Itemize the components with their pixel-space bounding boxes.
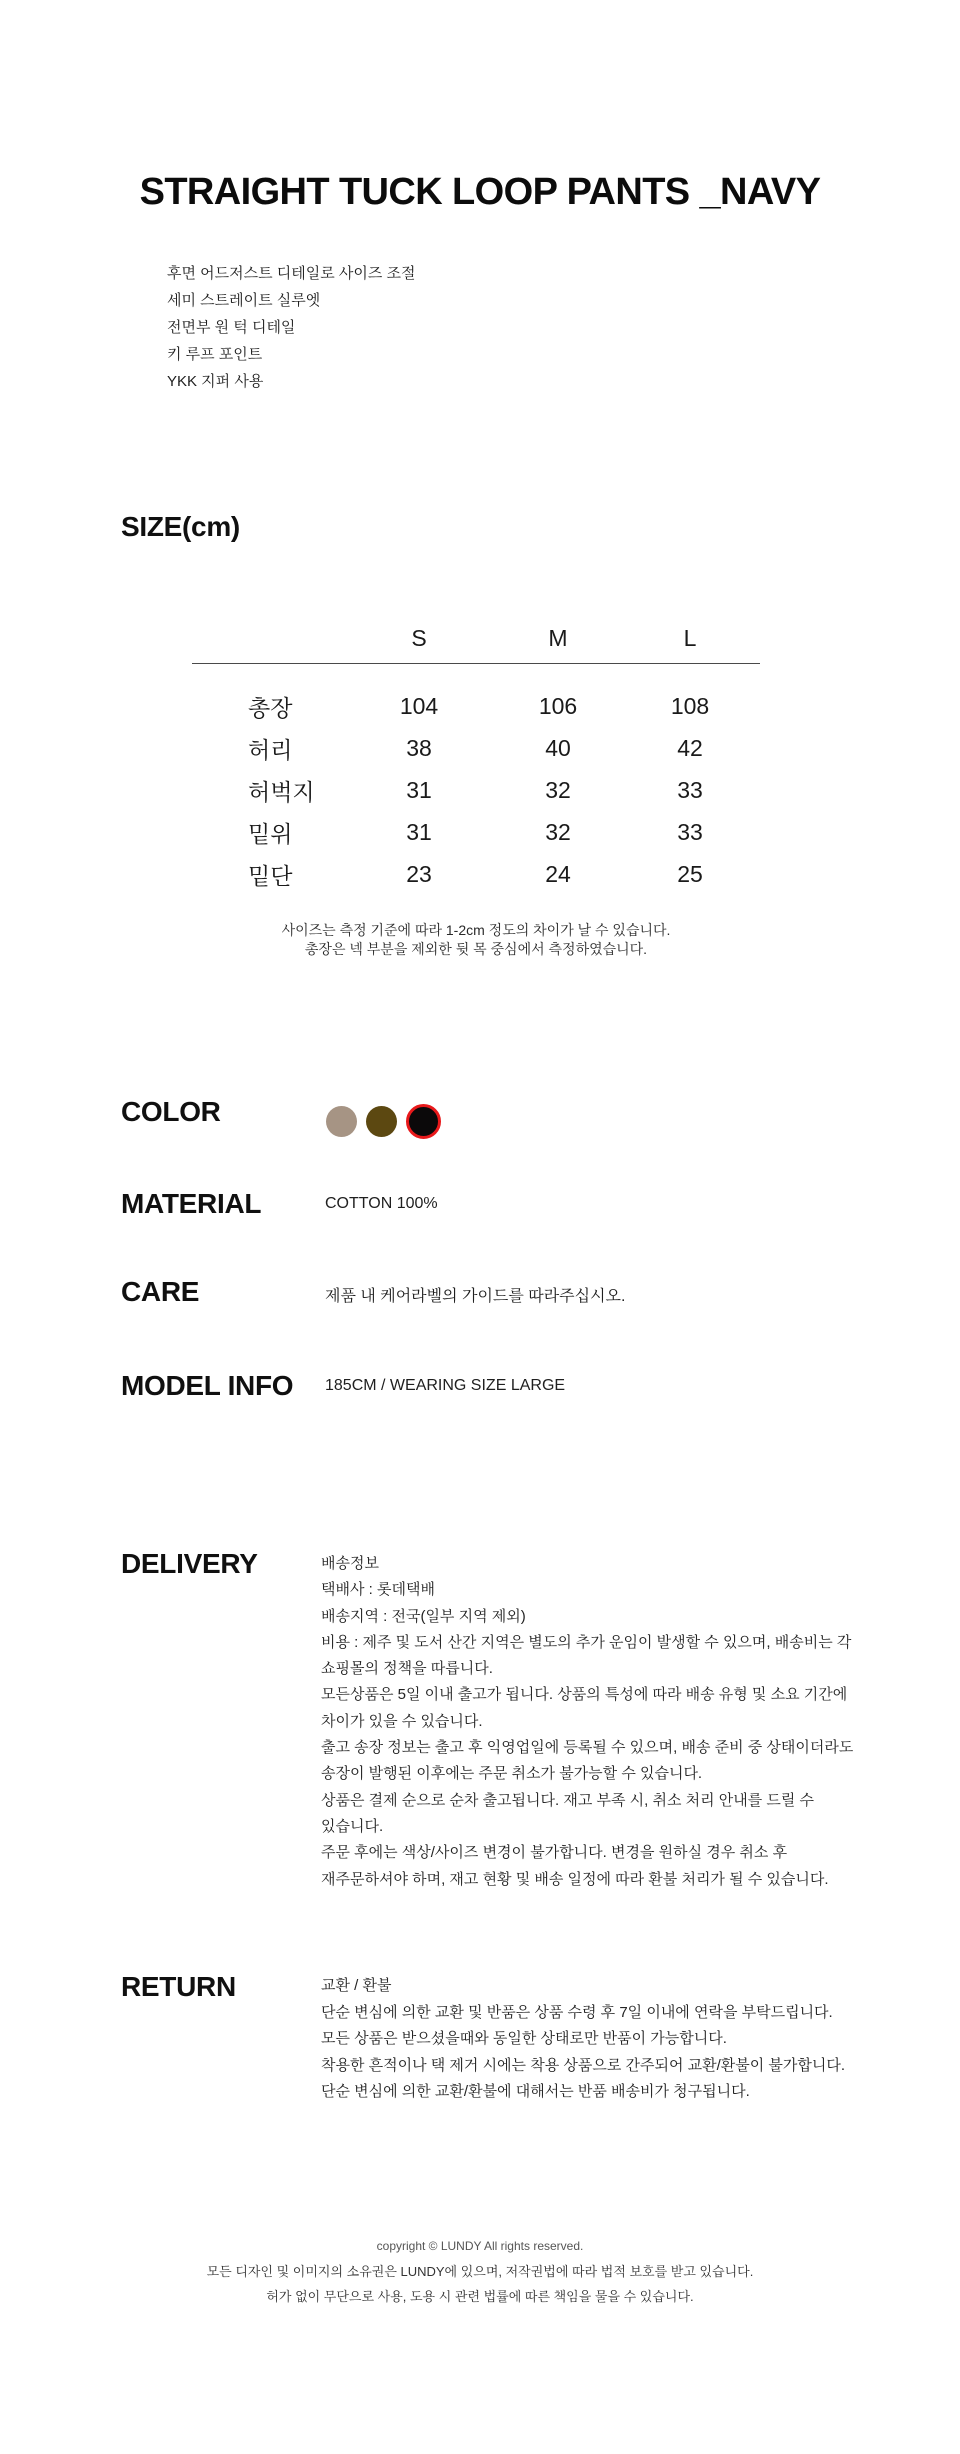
cell-value: 31 bbox=[406, 818, 432, 845]
row-label: 밑위 bbox=[248, 820, 293, 847]
feature-item: 세미 스트레이트 실루엣 bbox=[167, 292, 321, 309]
color-swatch-dark-olive[interactable] bbox=[366, 1106, 397, 1137]
table-row bbox=[192, 685, 760, 727]
feature-item: 전면부 원 턱 디테일 bbox=[167, 319, 296, 336]
return-line: 교환 / 환불 bbox=[321, 1977, 392, 1994]
cell-value: 33 bbox=[677, 818, 703, 845]
cell-value: 42 bbox=[677, 734, 703, 761]
delivery-line: 모든상품은 5일 이내 출고가 됩니다. 상품의 특성에 따라 배송 유형 및 소요 기간에 bbox=[321, 1686, 848, 1704]
size-table bbox=[192, 614, 760, 895]
material-value: COTTON 100% bbox=[325, 1195, 438, 1212]
size-table-header bbox=[192, 614, 760, 664]
cell-value: 31 bbox=[406, 776, 432, 803]
footer bbox=[0, 2234, 960, 2309]
delivery-line: 택배사 : 롯데택배 bbox=[321, 1581, 435, 1599]
feature-item: YKK 지퍼 사용 bbox=[167, 373, 264, 390]
table-row bbox=[192, 769, 760, 811]
cell-value: 24 bbox=[545, 860, 571, 887]
delivery-line: 주문 후에는 색상/사이즈 변경이 불가합니다. 변경을 원하실 경우 취소 후 bbox=[321, 1844, 788, 1862]
delivery-line: 재주문하셔야 하며, 재고 현황 및 배송 일정에 따라 환불 처리가 될 수 있습니다. bbox=[321, 1870, 829, 1888]
delivery-line: 상품은 결제 순으로 순차 출고됩니다. 재고 부족 시, 취소 처리 안내를 드릴 수 bbox=[321, 1791, 815, 1809]
cell-value: 25 bbox=[677, 860, 703, 887]
delivery-line: 있습니다. bbox=[321, 1817, 384, 1835]
table-row bbox=[192, 853, 760, 895]
row-label: 허벅지 bbox=[248, 778, 315, 805]
copyright-line: copyright © LUNDY All rights reserved. bbox=[376, 2239, 584, 2253]
color-heading: COLOR bbox=[121, 1096, 221, 1127]
footer-line: 허가 없이 무단으로 사용, 도용 시 관련 법률에 따른 책임을 물을 수 있습니다. bbox=[266, 2289, 694, 2304]
row-label: 밑단 bbox=[248, 862, 293, 889]
color-swatches bbox=[326, 1103, 441, 1140]
product-feature-list bbox=[167, 260, 416, 395]
model-info-value: 185CM / WEARING SIZE LARGE bbox=[325, 1377, 566, 1394]
cell-value: 40 bbox=[545, 734, 571, 761]
cell-value: 32 bbox=[545, 818, 571, 845]
product-title: STRAIGHT TUCK LOOP PANTS _NAVY bbox=[139, 171, 821, 213]
delivery-line: 쇼핑몰의 정책을 따릅니다. bbox=[321, 1660, 493, 1678]
size-note-line: 사이즈는 측정 기준에 따라 1-2cm 정도의 차이가 날 수 있습니다. bbox=[281, 922, 671, 938]
feature-item: 후면 어드저스트 디테일로 사이즈 조절 bbox=[167, 265, 416, 282]
delivery-line: 비용 : 제주 및 도서 산간 지역은 별도의 추가 운임이 발생할 수 있으며, 배송비는 각 bbox=[321, 1633, 852, 1651]
row-label: 총장 bbox=[248, 694, 293, 721]
delivery-line: 차이가 있을 수 있습니다. bbox=[321, 1712, 483, 1730]
material-heading: MATERIAL bbox=[121, 1188, 262, 1219]
size-heading: SIZE(cm) bbox=[121, 511, 240, 542]
color-swatch-navy-selected[interactable] bbox=[406, 1104, 441, 1139]
cell-value: 32 bbox=[545, 776, 571, 803]
cell-value: 38 bbox=[406, 734, 432, 761]
delivery-line: 배송정보 bbox=[321, 1555, 379, 1572]
return-policy-text bbox=[321, 1973, 845, 2106]
size-note-line: 총장은 넥 부분을 제외한 뒷 목 중심에서 측정하였습니다. bbox=[304, 941, 648, 957]
footer-line: 모든 디자인 및 이미지의 소유권은 LUNDY에 있으며, 저작권법에 따라 법적 보호를 받고 있습니다. bbox=[206, 2264, 754, 2279]
return-line: 단순 변심에 의한 교환/환불에 대해서는 반품 배송비가 청구됩니다. bbox=[321, 2083, 750, 2100]
size-column-s: S bbox=[411, 625, 427, 651]
cell-value: 23 bbox=[406, 860, 432, 887]
delivery-heading: DELIVERY bbox=[121, 1548, 258, 1579]
cell-value: 106 bbox=[538, 692, 578, 719]
size-table-body bbox=[192, 664, 760, 895]
delivery-line: 배송지역 : 전국(일부 지역 제외) bbox=[321, 1607, 526, 1625]
delivery-line: 출고 송장 정보는 출고 후 익영업일에 등록될 수 있으며, 배송 준비 중 상태이더라도 bbox=[321, 1739, 854, 1757]
care-heading: CARE bbox=[121, 1276, 200, 1307]
return-line: 모든 상품은 받으셨을때와 동일한 상태로만 반품이 가능합니다. bbox=[321, 2030, 727, 2047]
cell-value: 33 bbox=[677, 776, 703, 803]
cell-value: 104 bbox=[399, 692, 439, 719]
size-notes bbox=[192, 921, 760, 959]
delivery-info-text bbox=[321, 1551, 853, 1893]
table-row bbox=[192, 811, 760, 853]
return-line: 단순 변심에 의한 교환 및 반품은 상품 수령 후 7일 이내에 연락을 부탁드립니다. bbox=[321, 2003, 833, 2021]
size-column-m: M bbox=[548, 625, 568, 651]
model-info-heading: MODEL INFO bbox=[121, 1370, 294, 1401]
table-row bbox=[192, 727, 760, 769]
return-line: 착용한 흔적이나 택 제거 시에는 착용 상품으로 간주되어 교환/환불이 불가합니다. bbox=[321, 2056, 846, 2074]
delivery-line: 송장이 발행된 이후에는 주문 취소가 불가능할 수 있습니다. bbox=[321, 1765, 703, 1783]
feature-item: 키 루프 포인트 bbox=[167, 346, 263, 363]
color-swatch-greige[interactable] bbox=[326, 1106, 357, 1137]
cell-value: 108 bbox=[670, 692, 710, 719]
row-label: 허리 bbox=[248, 736, 293, 763]
return-heading: RETURN bbox=[121, 1971, 236, 2002]
care-value: 제품 내 케어라벨의 가이드를 따라주십시오. bbox=[325, 1288, 626, 1305]
size-column-l: L bbox=[683, 625, 697, 651]
